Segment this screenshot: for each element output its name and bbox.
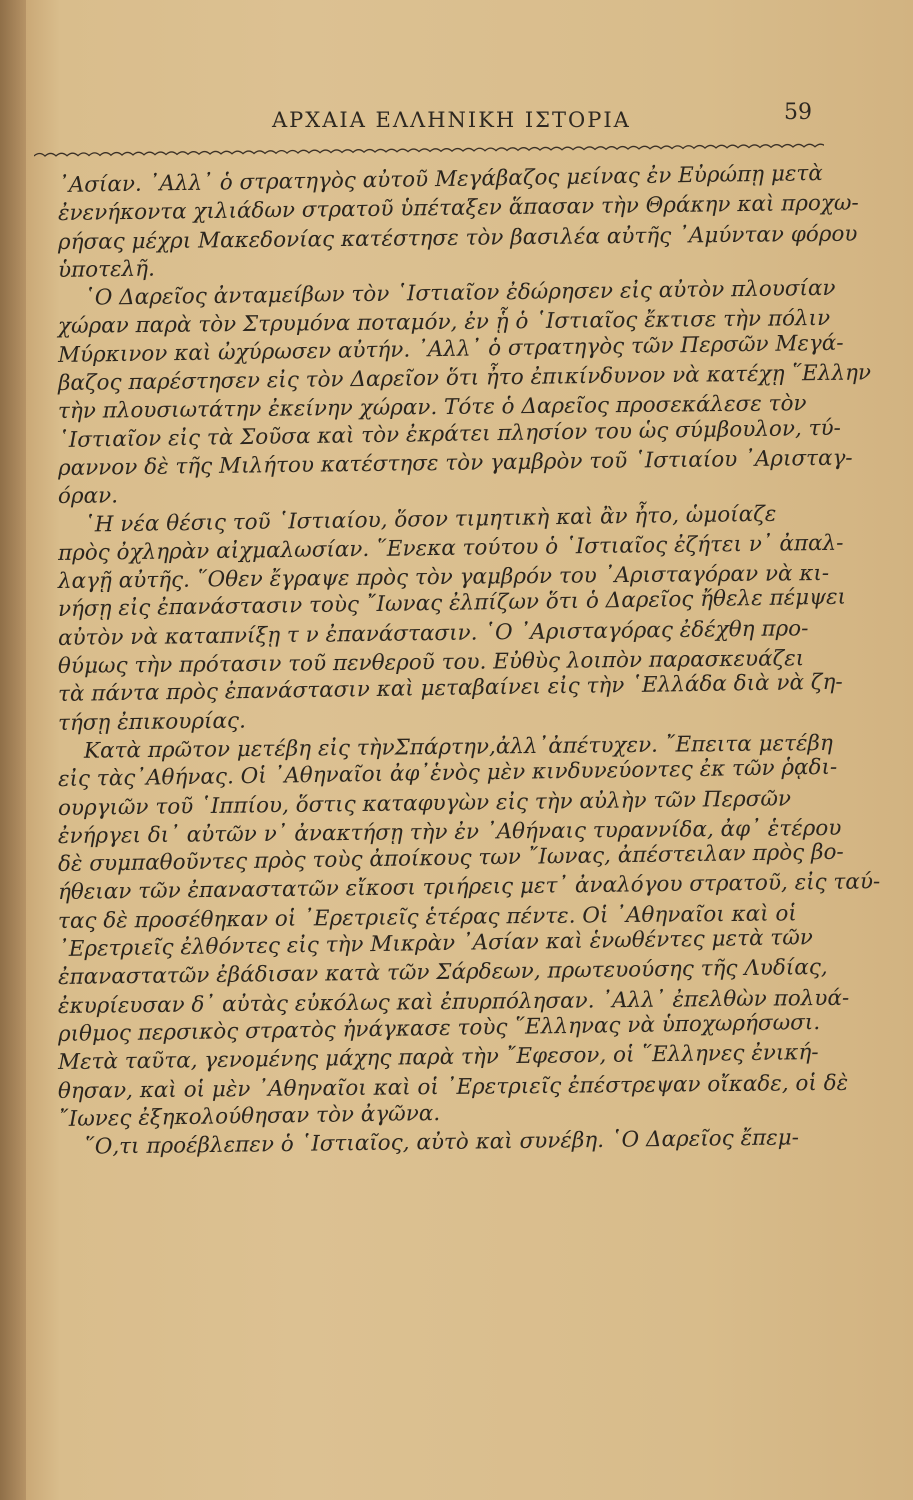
text-line: ᾿Ασίαν. ᾿Αλλ᾿ ὁ στρατηγὸς αὐτοῦ Μεγάβαζος μείνας ἐν Εὐρώπῃ μετὰ [57, 160, 824, 198]
text-line: χώραν παρὰ τὸν Στρυμόνα ποταμόν, ἐν ᾗ ὁ ῾Ιστιαῖος ἔκτισε τὴν πόλιν [57, 306, 831, 340]
text-line: ἐνενήκοντα χιλιάδων στρατοῦ ὑπέταξεν ἅπασαν τὴν Θράκην καὶ προχω- [57, 190, 859, 227]
text-line: ριθμος περσικὸς στρατὸς ἠνάγκασε τοὺς ῞Ελληνας νὰ ὑποχωρήσωσι. [57, 1009, 821, 1047]
text-line: ρήσας μέχρι Μακεδονίας κατέστησε τὸν βασιλέα αὐτῆς ᾿Αμύνταν φόρου [57, 221, 858, 255]
ornamental-wavy-rule [34, 138, 824, 164]
body-text [57, 160, 881, 1162]
text-line: θύμως τὴν πρότασιν τοῦ πενθεροῦ του. Εὐθὺς λοιπὸν παρασκευάζει [57, 646, 805, 680]
text-line: ουργιῶν τοῦ ῾Ιππίου, ὅστις καταφυγὼν εἰς τὴν αὐλὴν τῶν Περσῶν [57, 785, 792, 821]
page-edge-bleed [0, 0, 26, 1500]
text-line: ῎Ιωνες ἐξηκολούθησαν τὸν ἀγῶνα. [57, 1100, 441, 1132]
text-line: ῾Ο Δαρεῖος ἀνταμείβων τὸν ῾Ιστιαῖον ἐδώρησεν εἰς αὐτὸν πλουσίαν [83, 276, 836, 311]
text-line: λαγῇ αὐτῆς. ῞Οθεν ἔγραψε πρὸς τὸν γαμβρόν του ᾿Αρισταγόραν νὰ κι- [57, 561, 830, 595]
text-line: ᾿Ερετριεῖς ἐλθόντες εἰς τὴν Μικρὰν ᾿Ασίαν καὶ ἑνωθέντες μετὰ τῶν [57, 925, 814, 963]
text-line: ραννον δὲ τῆς Μιλήτου κατέστησε τὸν γαμβρὸν τοῦ ῾Ιστιαίου ᾿Αρισταγ- [57, 445, 853, 481]
text-line: ὑποτελῆ. [57, 256, 156, 283]
text-line: Κατὰ πρῶτον μετέβη εἰς τὴνΣπάρτην,ἀλλ᾿ἀπέτυχεν. ῎Επειτα μετέβη [83, 730, 833, 764]
text-line: ἐκυρίευσαν δ᾿ αὐτὰς εὐκόλως καὶ ἐπυρπόλησαν. ᾿Αλλ᾿ ἐπελθὼν πολυά- [57, 985, 850, 1019]
text-line: ἐνήργει δι᾿ αὐτῶν ν᾿ ἀνακτήσῃ τὴν ἐν ᾿Αθήναις τυραννίδα, ἀφ᾿ ἑτέρου [57, 815, 842, 849]
text-line: ῞Ο,τι προέβλεπεν ὁ ῾Ιστιαῖος, αὐτὸ καὶ συνέβη. ῾Ο Δαρεῖος ἔπεμ- [83, 1125, 800, 1160]
text-line: πρὸς ὀχληρὰν αἰχμαλωσίαν. ῞Ενεκα τούτου ὁ ῾Ιστιαῖος ἐζήτει ν᾿ ἀπαλ- [57, 530, 844, 566]
text-line: βαζος παρέστησεν εἰς τὸν Δαρεῖον ὅτι ἦτο ἐπικίνδυνον νὰ κατέχῃ ῞Ελλην [57, 360, 872, 397]
text-line: νήσῃ εἰς ἐπανάστασιν τοὺς ῎Ιωνας ἐλπίζων ὅτι ὁ Δαρεῖος ἤθελε πέμψει [57, 585, 847, 623]
text-line: τὰ πάντα πρὸς ἐπανάστασιν καὶ μεταβαίνει εἰς τὴν ῾Ελλάδα διὰ νὰ ζη- [57, 670, 843, 708]
text-line: θησαν, καὶ οἱ μὲν ᾿Αθηναῖοι καὶ οἱ ᾿Ερετριεῖς ἐπέστρεψαν οἴκαδε, οἱ δὲ [57, 1070, 849, 1104]
text-line: Μετὰ ταῦτα, γενομένης μάχης παρὰ τὴν ῎Εφεσον, οἱ ῞Ελληνες ἐνική- [57, 1040, 819, 1076]
text-line: Μύρκινον καὶ ὠχύρωσεν αὐτήν. ᾿Αλλ᾿ ὁ στρατηγὸς τῶν Περσῶν Μεγά- [57, 330, 844, 368]
text-line: εἰς τὰς᾿Αθήνας. Οἱ ᾿Αθηναῖοι ἀφ᾿ἑνὸς μὲν κινδυνεύοντες ἐκ τῶν ῥᾳδι- [57, 754, 838, 793]
text-line: αὐτὸν νὰ καταπνίξῃ τ ν ἐπανάστασιν. ῾Ο ᾿Αρισταγόρας ἐδέχθη προ- [57, 615, 809, 651]
text-line: όραν. [57, 483, 119, 510]
text-line: ἐπαναστατῶν ἐβάδισαν κατὰ τῶν Σάρδεων, πρωτευούσης τῆς Λυδίας, [57, 955, 828, 991]
text-line: τας δὲ προσέθηκαν οἱ ᾿Ερετριεῖς ἑτέρας πέντε. Οἱ ᾿Αθηναῖοι καὶ οἱ [57, 900, 797, 934]
running-title: ΑΡΧΑΙΑ ΕΛΛΗΝΙΚΗ ΙΣΤΟΡΙΑ [272, 108, 631, 132]
page-number: 59 [784, 100, 812, 125]
text-line: ῾Ιστιαῖον εἰς τὰ Σοῦσα καὶ τὸν ἐκράτει πλησίον του ὡς σύμβουλον, τύ- [57, 415, 842, 453]
page-header [60, 100, 860, 140]
text-line: δὲ συμπαθοῦντες πρὸς τοὺς ἀποίκους των ῎Ιωνας, ἀπέστειλαν πρὸς βο- [57, 839, 844, 878]
text-line: τήσῃ ἐπικουρίας. [57, 708, 246, 736]
text-line: ήθειαν τῶν ἐπαναστατῶν εἴκοσι τριήρεις μετ᾿ ἀναλόγου στρατοῦ, εἰς ταύ- [57, 869, 881, 906]
text-line: τὴν πλουσιωτάτην ἐκείνην χώραν. Τότε ὁ Δαρεῖος προσεκάλεσε τὸν [57, 391, 807, 425]
text-line: ῾Η νέα θέσις τοῦ ῾Ιστιαίου, ὅσον τιμητικὴ καὶ ἂν ἦτο, ὡμοίαζε [83, 501, 777, 538]
